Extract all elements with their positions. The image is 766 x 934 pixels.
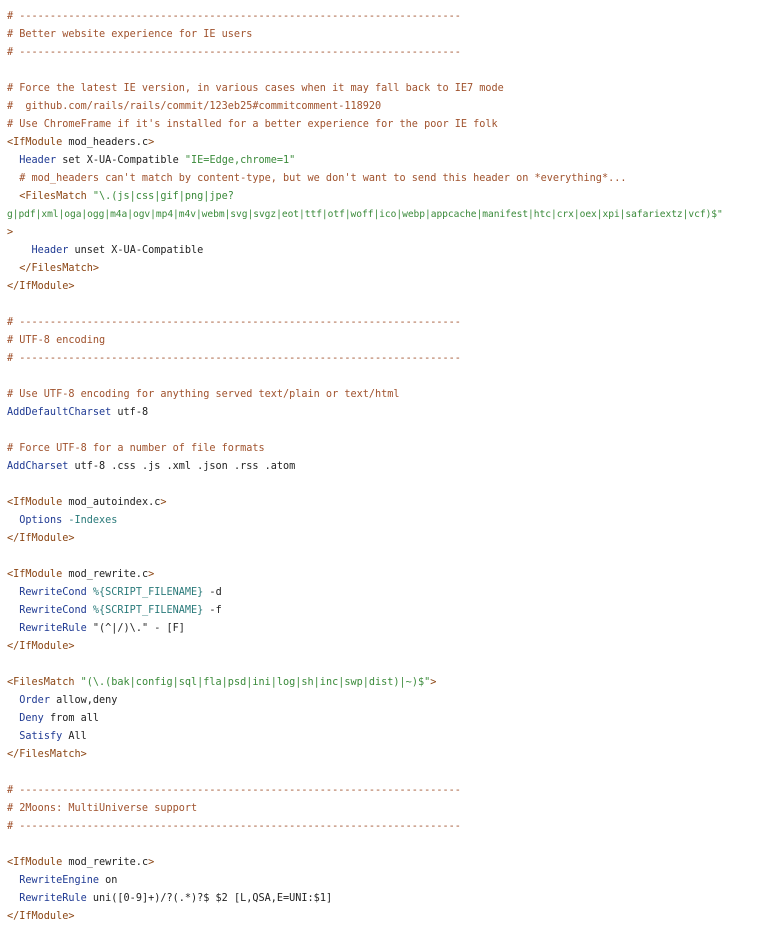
code-line	[7, 260, 723, 278]
code-token: <FilesMatch	[7, 677, 81, 688]
code-line	[7, 152, 723, 170]
code-line	[7, 440, 723, 458]
code-line	[7, 206, 723, 224]
code-token: # ------------------------------------------------------------------------	[7, 821, 461, 832]
code-token: </IfModule>	[7, 281, 75, 292]
code-line	[7, 80, 723, 98]
code-line	[7, 26, 723, 44]
code-token: "(\.(bak|config|sql|fla|psd|ini|log|sh|inc|swp|dist)|~)$"	[80, 677, 431, 688]
code-token: Header	[31, 245, 69, 256]
code-line	[7, 656, 723, 674]
code-line	[7, 800, 723, 818]
code-line	[7, 854, 723, 872]
code-token	[7, 875, 19, 886]
code-token: RewriteEngine	[19, 875, 100, 886]
code-line	[7, 134, 723, 152]
code-token: RewriteRule	[19, 623, 87, 634]
code-line	[7, 314, 723, 332]
code-token: allow,deny	[49, 695, 118, 706]
code-token: # ------------------------------------------------------------------------	[7, 11, 461, 22]
code-token	[7, 893, 19, 904]
code-token	[7, 245, 32, 256]
code-token: <IfModule	[7, 497, 69, 508]
code-token: AddCharset	[7, 461, 69, 472]
code-token: AddDefaultCharset	[7, 407, 112, 418]
code-token: # Force UTF-8 for a number of file formats	[7, 443, 265, 454]
code-token: unset X-UA-Compatible	[68, 245, 204, 256]
code-token	[7, 695, 19, 706]
code-token: utf-8 .css .js .xml .json .rss .atom	[68, 461, 296, 472]
code-token: on	[99, 875, 118, 886]
code-token	[7, 587, 19, 598]
code-token: # UTF-8 encoding	[7, 335, 106, 346]
code-line	[7, 836, 723, 854]
code-token: </FilesMatch>	[7, 263, 100, 274]
code-line	[7, 494, 723, 512]
code-line	[7, 8, 723, 26]
code-line	[7, 332, 723, 350]
code-token: # 2Moons: MultiUniverse support	[7, 803, 198, 814]
code-line	[7, 602, 723, 620]
code-token: # ------------------------------------------------------------------------	[7, 317, 461, 328]
code-line	[7, 350, 723, 368]
code-line	[7, 404, 723, 422]
code-token: %{SCRIPT_FILENAME}	[86, 587, 204, 598]
code-token: %{SCRIPT_FILENAME}	[86, 605, 204, 616]
code-token: >	[7, 227, 14, 238]
code-line	[7, 170, 723, 188]
code-line	[7, 746, 723, 764]
code-line	[7, 584, 723, 602]
code-line	[7, 62, 723, 80]
code-line	[7, 620, 723, 638]
code-token	[7, 731, 19, 742]
code-token: # Force the latest IE version, in various cases when it may fall back to IE7 mode	[7, 83, 504, 94]
code-token: </IfModule>	[7, 533, 75, 544]
code-line	[7, 692, 723, 710]
code-line	[7, 98, 723, 116]
code-token: # mod_headers can't match by content-type, but we don't want to send this header on *everything*...	[7, 173, 627, 184]
code-line	[7, 296, 723, 314]
code-token: >	[148, 857, 155, 868]
code-token: # ------------------------------------------------------------------------	[7, 353, 461, 364]
code-line	[7, 818, 723, 836]
code-token: RewriteCond	[19, 587, 87, 598]
code-token: # Better website experience for IE users	[7, 29, 253, 40]
code-token: -d	[203, 587, 222, 598]
code-line	[7, 188, 723, 206]
code-token: Order	[19, 695, 50, 706]
code-line	[7, 764, 723, 782]
code-token: mod_rewrite.c	[68, 569, 149, 580]
code-token: </IfModule>	[7, 911, 75, 922]
code-token: mod_rewrite.c	[68, 857, 149, 868]
code-line	[7, 674, 723, 692]
code-token: # ------------------------------------------------------------------------	[7, 785, 461, 796]
code-token: </FilesMatch>	[7, 749, 87, 760]
code-token	[7, 515, 19, 526]
code-token: utf-8	[111, 407, 149, 418]
code-token: -f	[203, 605, 222, 616]
code-line	[7, 728, 723, 746]
code-line	[7, 890, 723, 908]
code-token: <IfModule	[7, 857, 69, 868]
code-token: set X-UA-Compatible	[56, 155, 185, 166]
code-line	[7, 458, 723, 476]
code-token: # Use ChromeFrame if it's installed for a better experience for the poor IE folk	[7, 119, 498, 130]
code-token: Satisfy	[19, 731, 63, 742]
code-token	[7, 605, 19, 616]
code-token: >	[160, 497, 167, 508]
code-token: Options	[19, 515, 63, 526]
code-token: "IE=Edge,chrome=1"	[184, 155, 296, 166]
code-token: All	[62, 731, 87, 742]
code-line	[7, 908, 723, 926]
code-line	[7, 548, 723, 566]
code-token: # Use UTF-8 encoding for anything served text/plain or text/html	[7, 389, 400, 400]
code-token: Deny	[19, 713, 44, 724]
code-token: g|pdf|xml|oga|ogg|m4a|ogv|mp4|m4v|webm|svg|svgz|eot|ttf|otf|woff|ico|webp|appcache|manifest|htc|crx|oex|xpi|safariextz|vcf)$"	[7, 209, 723, 220]
code-token: -Indexes	[62, 515, 118, 526]
code-line	[7, 386, 723, 404]
code-token: <FilesMatch	[7, 191, 93, 202]
code-line	[7, 242, 723, 260]
code-line	[7, 422, 723, 440]
code-line	[7, 278, 723, 296]
code-line	[7, 476, 723, 494]
code-line	[7, 224, 723, 242]
code-line	[7, 512, 723, 530]
code-token: >	[148, 137, 155, 148]
code-line	[7, 530, 723, 548]
code-line	[7, 566, 723, 584]
code-line	[7, 710, 723, 728]
code-line	[7, 116, 723, 134]
code-token	[7, 713, 19, 724]
code-token: "(^|/)\." - [F]	[86, 623, 185, 634]
code-token: uni([0-9]+)/?(.*)?$ $2 [L,QSA,E=UNI:$1]	[86, 893, 333, 904]
code-token: mod_headers.c	[68, 137, 149, 148]
code-token: >	[430, 677, 437, 688]
code-token: >	[148, 569, 155, 580]
code-token: # github.com/rails/rails/commit/123eb25#commitcomment-118920	[7, 101, 382, 112]
code-token: "\.(js|css|gif|png|jpe?	[92, 191, 234, 202]
code-token: # ------------------------------------------------------------------------	[7, 47, 461, 58]
code-token: RewriteCond	[19, 605, 87, 616]
code-token: <IfModule	[7, 137, 69, 148]
code-line	[7, 44, 723, 62]
code-line	[7, 782, 723, 800]
code-token: <IfModule	[7, 569, 69, 580]
code-token: </IfModule>	[7, 641, 75, 652]
code-token: from all	[43, 713, 100, 724]
code-token: RewriteRule	[19, 893, 87, 904]
code-token	[7, 155, 19, 166]
code-line	[7, 368, 723, 386]
code-viewer	[7, 8, 723, 926]
code-token	[7, 623, 19, 634]
code-line	[7, 638, 723, 656]
code-token: Header	[19, 155, 57, 166]
code-line	[7, 872, 723, 890]
code-token: mod_autoindex.c	[68, 497, 161, 508]
